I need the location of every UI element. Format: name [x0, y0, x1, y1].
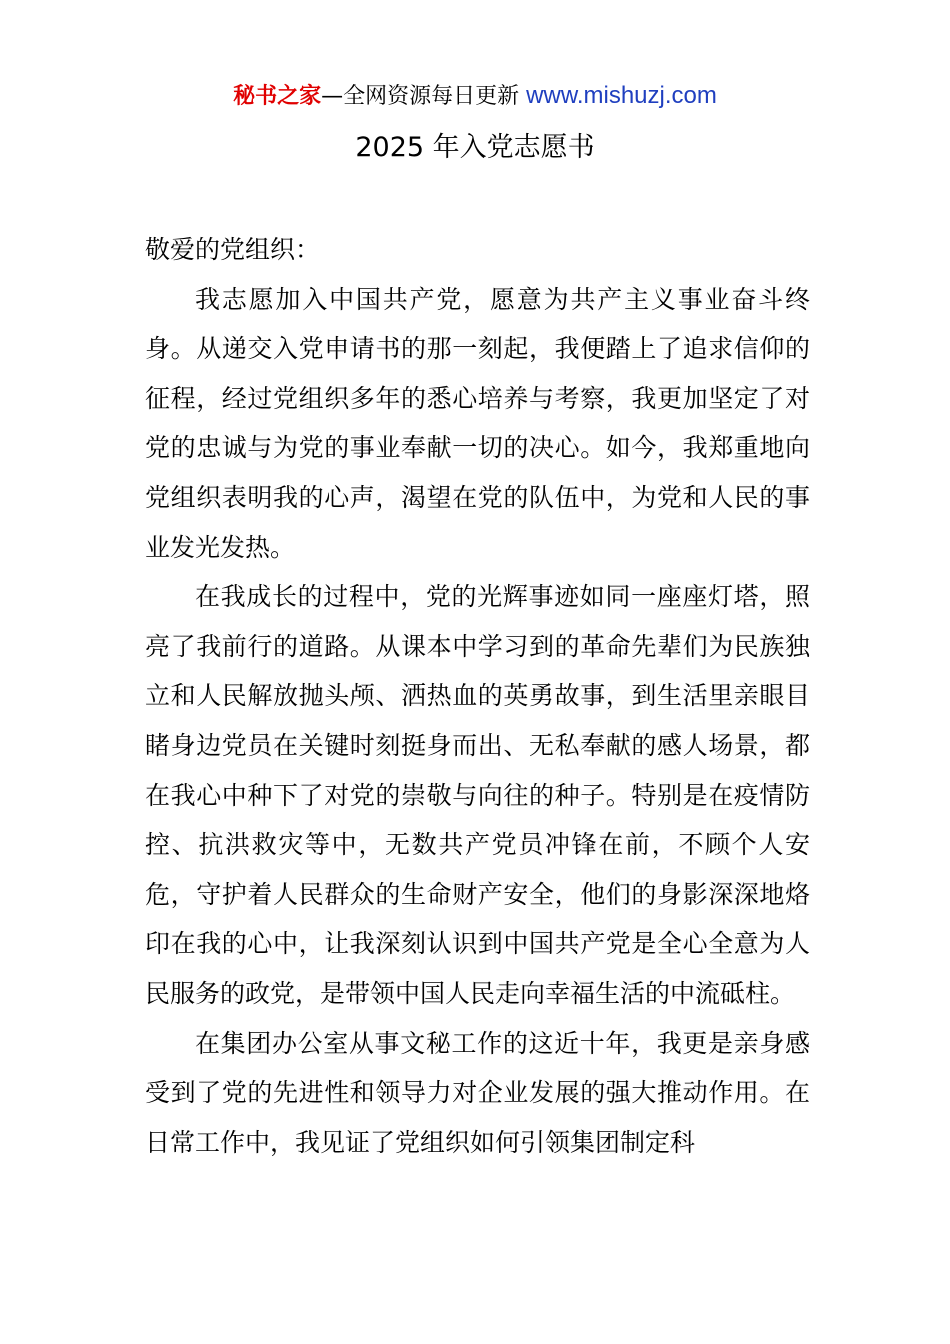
brand-name: 秘书之家 — [233, 84, 322, 109]
paragraph-1: 我志愿加入中国共产党，愿意为共产主义事业奋斗终身。从递交入党申请书的那一刻起，我便踏上了追求信仰的征程，经过党组织多年的悉心培养与考察，我更加坚定了对党的忠诚与为党的事业奉献一切的决心。如今，我郑重地向党组织表明我的心声，渴望在党的队伍中，为党和人民的事业发光发热。 — [145, 284, 810, 562]
paragraph-2: 在我成长的过程中，党的光辉事迹如同一座座灯塔，照亮了我前行的道路。从课本中学习到的革命先辈们为民族独立和人民解放抛头颅、洒热血的英勇故事，到生活里亲眼目睹身边党员在关键时刻挺身而出、无私奉献的感人场景，都在我心中种下了对党的崇敬与向往的种子。特别是在疫情防控、抗洪救灾等中，无数共产党员冲锋在前，不顾个人安危，守护着人民群众的生命财产安全，他们的身影深深地烙印在我的心中，让我深刻认识到中国共产党是全心全意为人民服务的政党，是带领中国人民走向幸福生活的中流砥柱。 — [145, 582, 810, 1008]
header-tagline: —全网资源每日更新 — [321, 84, 527, 109]
document-body — [145, 225, 810, 1167]
site-url: www.mishuzj.com — [526, 82, 717, 109]
site-header — [0, 80, 950, 113]
paragraph-3: 在集团办公室从事文秘工作的这近十年，我更是亲身感受到了党的先进性和领导力对企业发展的强大推动作用。在日常工作中，我见证了党组织如何引领集团制定科 — [145, 1028, 810, 1157]
document-title: 2025 年入党志愿书 — [355, 132, 595, 163]
salutation: 敬爱的党组织： — [145, 235, 321, 264]
